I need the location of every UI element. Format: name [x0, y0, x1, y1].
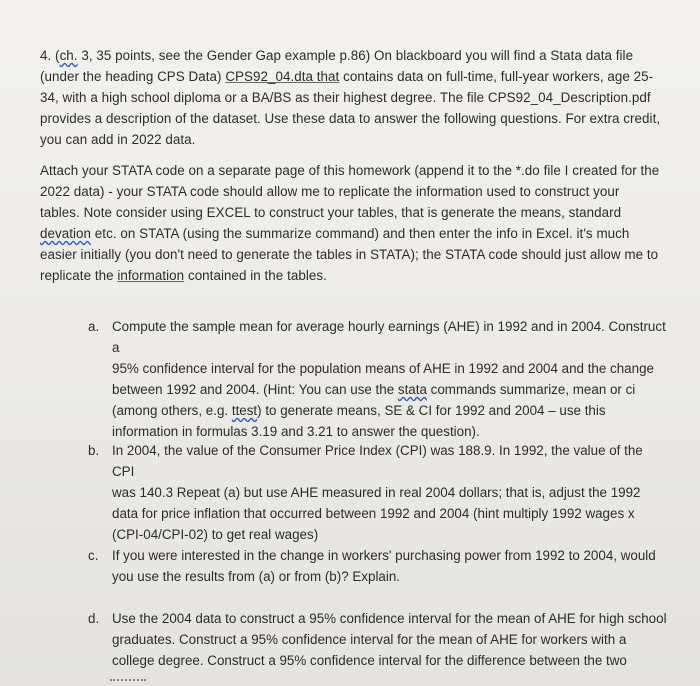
question-d-line-1: Use the 2004 data to construct a 95% confidence interval for the mean of AHE for high school: [112, 611, 667, 626]
dataset-filename: CPS92_04.dta that: [225, 69, 340, 84]
question-a: [88, 316, 668, 442]
question-a-label: a.: [88, 319, 100, 334]
question-a-line-1: Compute the sample mean for average hourly earnings (AHE) in 1992 and in 2004. Construct a: [112, 319, 666, 355]
question-d-line-2: graduates. Construct a 95% confidence interval for the mean of AHE for workers with a: [112, 632, 627, 647]
question-b: [88, 440, 668, 545]
question-a-line-2: 95% confidence interval for the population means of AHE in 1992 and 2004 and the change: [112, 361, 654, 376]
attach-code-paragraph: [40, 160, 670, 286]
intro-line-5: you can add in 2022 data.: [40, 132, 196, 147]
intro-paragraph: [40, 45, 670, 150]
question-b-line-2: was 140.3 Repeat (a) but use AHE measured in real 2004 dollars; that is, adjust the 1992: [112, 485, 641, 500]
question-b-line-3: data for price inflation that occurred between 1992 and 2004 (hint multiply 1992 wages x: [112, 506, 635, 521]
question-d: [88, 608, 668, 671]
question-b-label: b.: [88, 443, 100, 458]
question-c-line-1: If you were interested in the change in workers' purchasing power from 1992 to 2004, would: [112, 548, 656, 563]
attach-line-3: tables. Note consider using EXCEL to construct your tables, that is generate the means, standard: [40, 205, 622, 220]
intro-line-2: (under the heading CPS Data) CPS92_04.dta that contains data on full-time, full-year workers, age 25-: [40, 69, 654, 84]
attach-line-4: devation etc. on STATA (using the summarize command) and then enter the info in Excel. it's much: [40, 226, 630, 241]
spellcheck-ttest: ttest: [231, 403, 258, 418]
intro-line-4: provides a description of the dataset. Use these data to answer the following questions. For extra credit,: [40, 111, 661, 126]
spellcheck-devation: devation: [40, 226, 92, 241]
cut-off-text-fragment: [110, 679, 146, 686]
question-c-line-2: you use the results from (a) or from (b)? Explain.: [112, 569, 401, 584]
question-a-line-5: information in formulas 3.19 and 3.21 to answer the question).: [112, 424, 480, 439]
question-a-line-4: (among others, e.g. ttest) to generate means, SE & CI for 1992 and 2004 – use this: [112, 403, 606, 418]
question-a-line-3: between 1992 and 2004. (Hint: You can use the stata commands summarize, mean or ci: [112, 382, 636, 397]
attach-line-2: 2022 data) - your STATA code should allow me to replicate the information used to construct your: [40, 184, 620, 199]
question-c: [88, 545, 668, 587]
intro-line-1: 4. (ch. 3, 35 points, see the Gender Gap example p.86) On blackboard you will find a Stata data file: [40, 48, 634, 63]
question-d-label: d.: [88, 611, 100, 626]
attach-line-5: easier initially (you don't need to generate the tables in STATA); the STATA code should just allow me to: [40, 247, 659, 262]
spellcheck-stata: stata: [397, 382, 427, 397]
question-b-line-1: In 2004, the value of the Consumer Price Index (CPI) was 188.9. In 1992, the value of the CPI: [112, 443, 643, 479]
spellcheck-ch: ch.: [59, 48, 78, 63]
underlined-information: information: [117, 268, 185, 283]
question-b-line-4: (CPI-04/CPI-02) to get real wages): [112, 527, 319, 542]
attach-line-6: replicate the information contained in the tables.: [40, 268, 327, 283]
question-d-line-3: college degree. Construct a 95% confidence interval for the difference between the two: [112, 653, 627, 668]
attach-line-1: Attach your STATA code on a separate page of this homework (append it to the *.do file I created for the: [40, 163, 660, 178]
question-c-label: c.: [88, 548, 99, 563]
intro-line-3: 34, with a high school diploma or a BA/BS as their highest degree. The file CPS92_04_Description.pdf: [40, 90, 651, 105]
